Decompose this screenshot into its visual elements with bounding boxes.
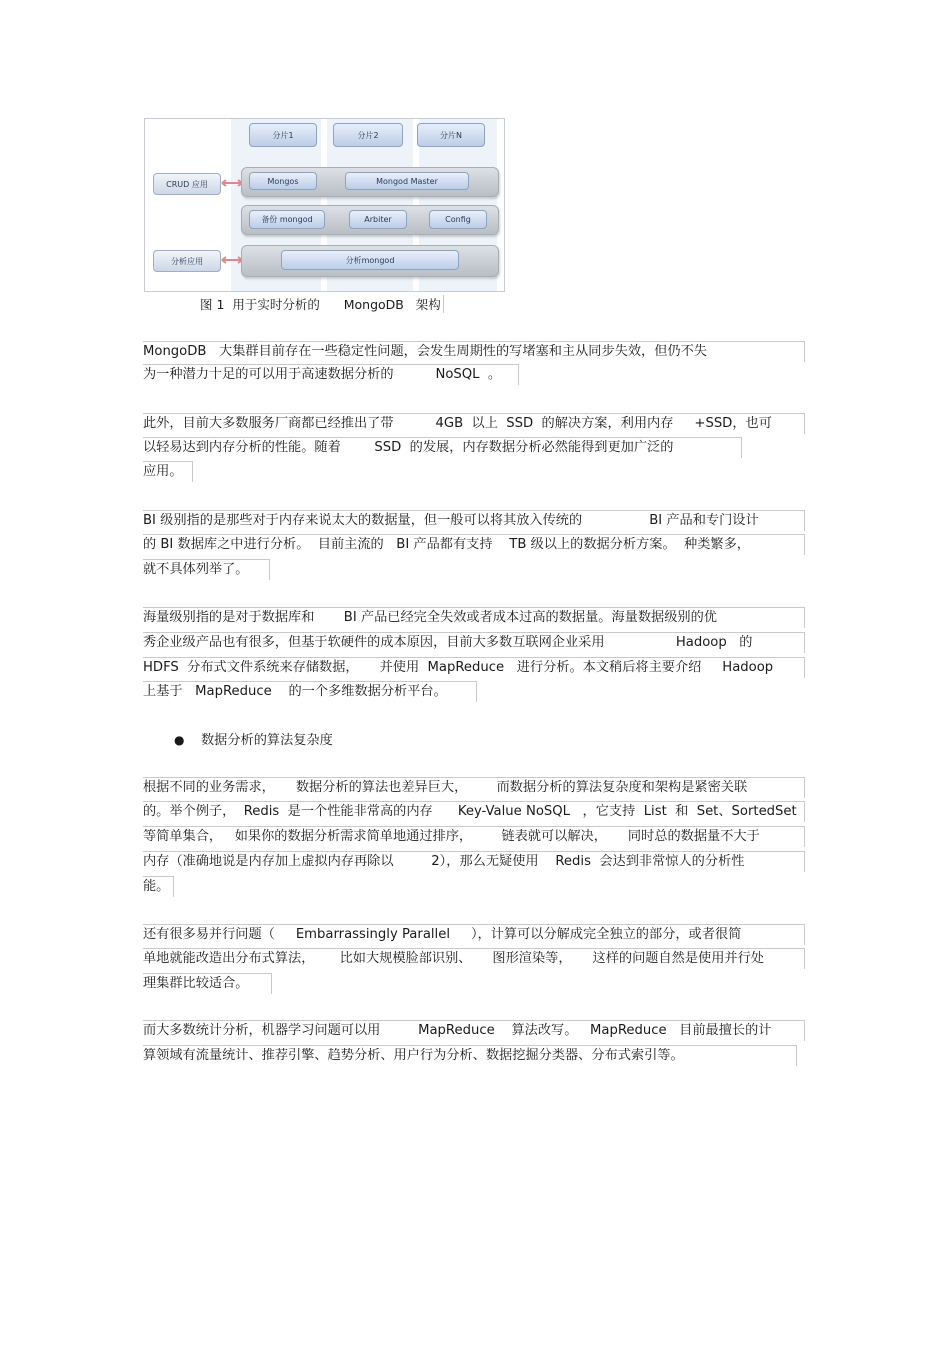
analysis-app-box: 分析应用 <box>153 250 221 272</box>
double-arrow-icon <box>221 178 243 188</box>
paragraph-line: 等简单集合， 如果你的数据分析需求简单地通过排序， 链表就可以解决， 同时总的数据量不大于 <box>143 829 760 844</box>
paragraph-line: 的 BI 数据库之中进行分析。 目前主流的 BI 产品都有支持 TB 级以上的数据分析方案。 种类繁多， <box>143 537 750 552</box>
paragraph-line: 而大多数统计分析，机器学习问题可以用 MapReduce 算法改写。 MapReduce 目前最擅长的计 <box>143 1023 772 1038</box>
bullet-heading: 数据分析的算法复杂度 <box>201 733 333 748</box>
paragraph-line: 上基于 MapReduce 的一个多维数据分析平台。 <box>143 684 447 699</box>
analysis-mongod-box: 分析mongod <box>281 250 459 270</box>
architecture-figure <box>144 118 505 292</box>
paragraph-line: 此外，目前大多数服务厂商都已经推出了带 4GB 以上 SSD 的解决方案，利用内存 +SSD，也可 <box>143 416 772 431</box>
paragraph-line: 还有很多易并行问题（ Embarrassingly Parallel ），计算可以分解成完全独立的部分，或者很简 <box>143 927 742 942</box>
mongod-master-box: Mongod Master <box>345 172 469 190</box>
config-box: Config <box>429 210 487 229</box>
shard-2-box: 分片2 <box>333 123 403 147</box>
paragraph-line: 单地就能改造出分布式算法， 比如大规模脸部识别、 图形渲染等， 这样的问题自然是使用并行处 <box>143 951 764 966</box>
shard-n-box: 分片N <box>417 123 485 147</box>
bullet-icon: ● <box>174 733 185 747</box>
paragraph-line: 算领域有流量统计、推荐引擎、趋势分析、用户行为分析、数据挖掘分类器、分布式索引等。 <box>143 1048 684 1063</box>
paragraph-line: BI 级别指的是那些对于内存来说太大的数据量，但一般可以将其放入传统的 BI 产品和专门设计 <box>143 513 759 528</box>
paragraph-line: 以轻易达到内存分析的性能。随着 SSD 的发展，内存数据分析必然能得到更加广泛的 <box>143 440 674 455</box>
paragraph-line: 内存（准确地说是内存加上虚拟内存再除以 2），那么无疑使用 Redis 会达到非常惊人的分析性 <box>143 854 745 869</box>
paragraph-line: HDFS 分布式文件系统来存储数据， 并使用 MapReduce 进行分析。本文稍后将主要介绍 Hadoop <box>143 660 774 675</box>
paragraph-line: 根据不同的业务需求， 数据分析的算法也差异巨大， 而数据分析的算法复杂度和架构是紧密关联 <box>143 780 748 795</box>
mongos-box: Mongos <box>249 172 317 190</box>
paragraph-line: MongoDB 大集群目前存在一些稳定性问题，会发生周期性的写堵塞和主从同步失效，但仍不失 <box>143 344 707 359</box>
paragraph-line: 为一种潜力十足的可以用于高速数据分析的 NoSQL 。 <box>143 367 502 382</box>
shard-1-box: 分片1 <box>249 123 317 147</box>
paragraph-line: 秀企业级产品也有很多，但基于软硬件的成本原因，目前大多数互联网企业采用 Hadoop 的 <box>143 635 753 650</box>
paragraph-line: 能。 <box>143 879 170 894</box>
paragraph-line: 的。举个例子， Redis 是一个性能非常高的内存 Key-Value NoSQL ，它支持 List 和 Set、SortedSet <box>143 804 797 819</box>
backup-mongod-box: 备份 mongod <box>249 210 325 229</box>
paragraph-line: 就不具体列举了。 <box>143 562 249 577</box>
double-arrow-icon <box>221 255 243 265</box>
paragraph-line: 海量级别指的是对于数据库和 BI 产品已经完全失效或者成本过高的数据量。海量数据级别的优 <box>143 610 717 625</box>
paragraph-line: 理集群比较适合。 <box>143 976 249 991</box>
arbiter-box: Arbiter <box>349 210 407 229</box>
paragraph-line: 应用。 <box>143 464 183 479</box>
figure-caption: 图 1 用于实时分析的 MongoDB 架构 <box>200 295 444 313</box>
crud-app-box: CRUD 应用 <box>153 173 221 195</box>
